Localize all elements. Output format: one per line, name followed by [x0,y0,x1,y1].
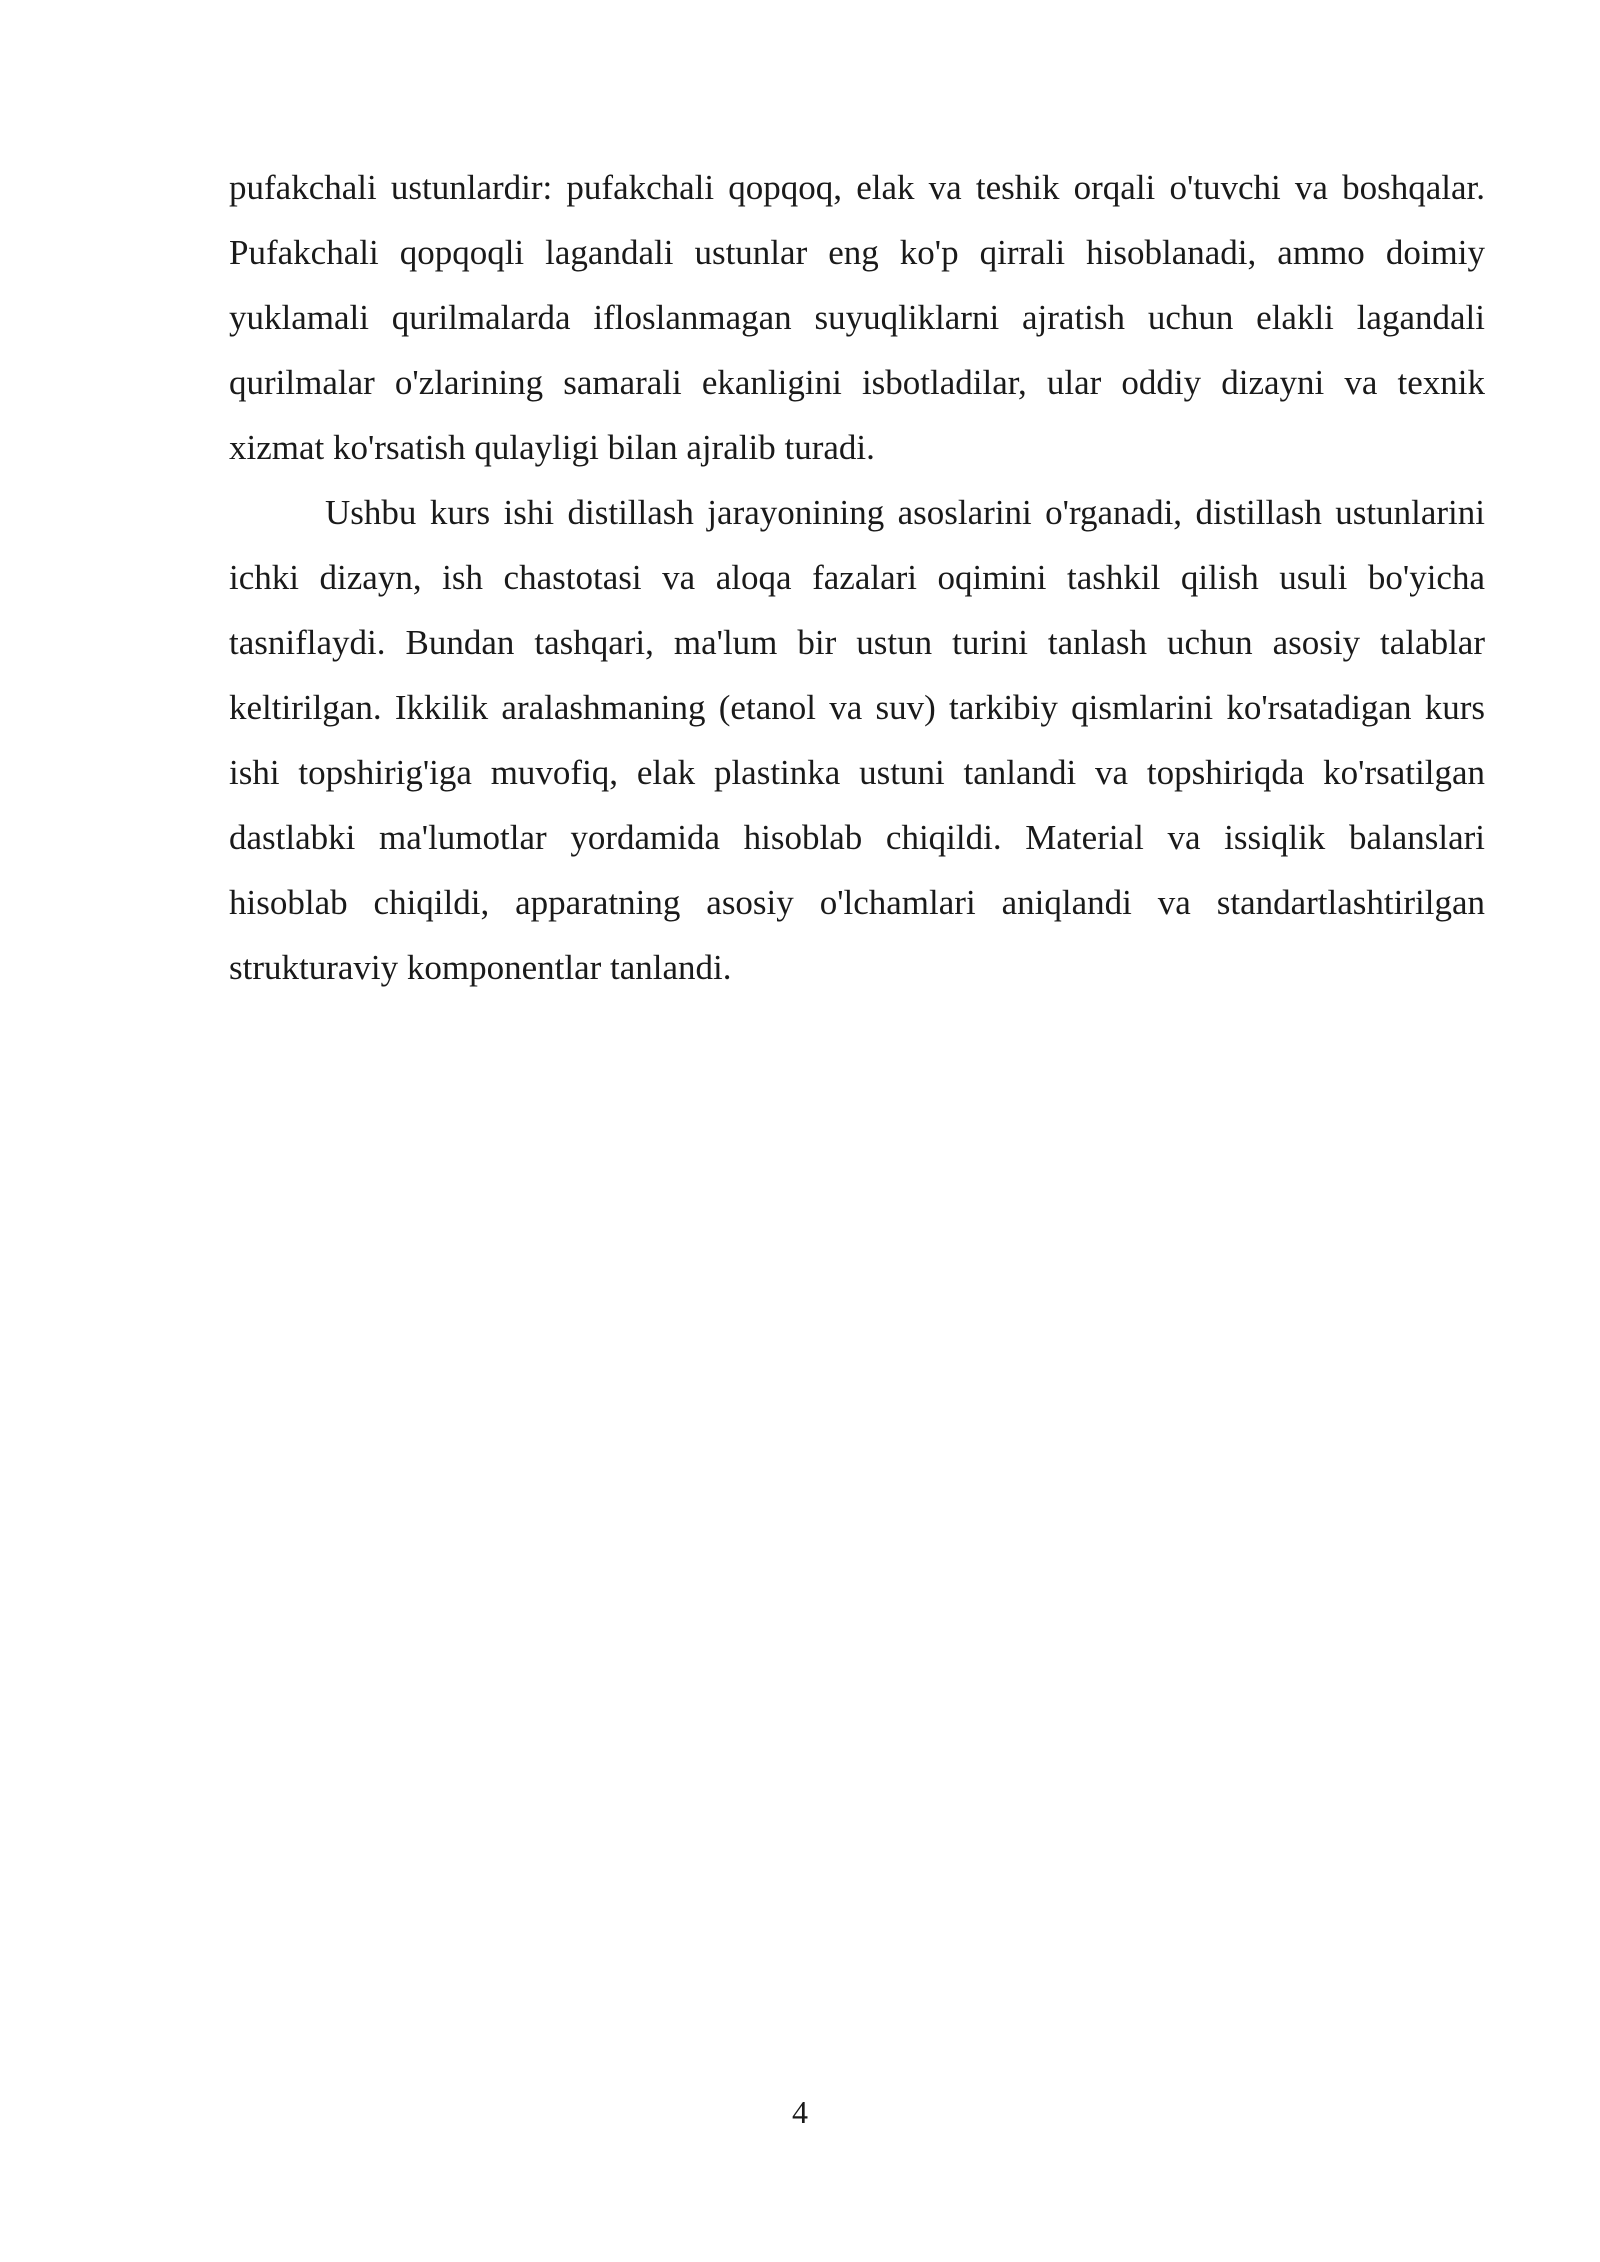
page-number: 4 [792,2094,808,2130]
paragraph-course-work-summary: Ushbu kurs ishi distillash jarayonining asoslarini o'rganadi, distillash ustunlarini ichki dizayn, ish chastotasi va aloqa fazalari oqimini tashkil qilish usuli bo'yicha tasniflaydi. Bundan tashqari, ma'lum bir ustun turini tanlash uchun asosiy talablar keltirilgan. Ikkilik aralashmaning (etanol va suv) tarkibiy qismlarini ko'rsatadigan kurs ishi topshirig'iga muvofiq, elak plastinka ustuni tanlandi va topshiriqda ko'rsatilgan dastlabki ma'lumotlar yordamida hisoblab chiqildi. Material va issiqlik balanslari hisoblab chiqildi, apparatning asosiy o'lchamlari aniqlandi va standartlashtirilgan strukturaviy komponentlar tanlandi. [229,493,1485,987]
paragraph-continued: pufakchali ustunlardir: pufakchali qopqoq, elak va teshik orqali o'tuvchi va boshqalar. Pufakchali qopqoqli lagandali ustunlar eng ko'p qirrali hisoblanadi, ammo doimiy yuklamali qurilmalarda ifloslanmagan suyuqliklarni ajratish uchun elakli lagandali qurilmalar o'zlarining samarali ekanligini isbotladilar, ular oddiy dizayni va texnik xizmat ko'rsatish qulayligi bilan ajralib turadi. [229,168,1485,467]
body-text [229,155,1485,1000]
